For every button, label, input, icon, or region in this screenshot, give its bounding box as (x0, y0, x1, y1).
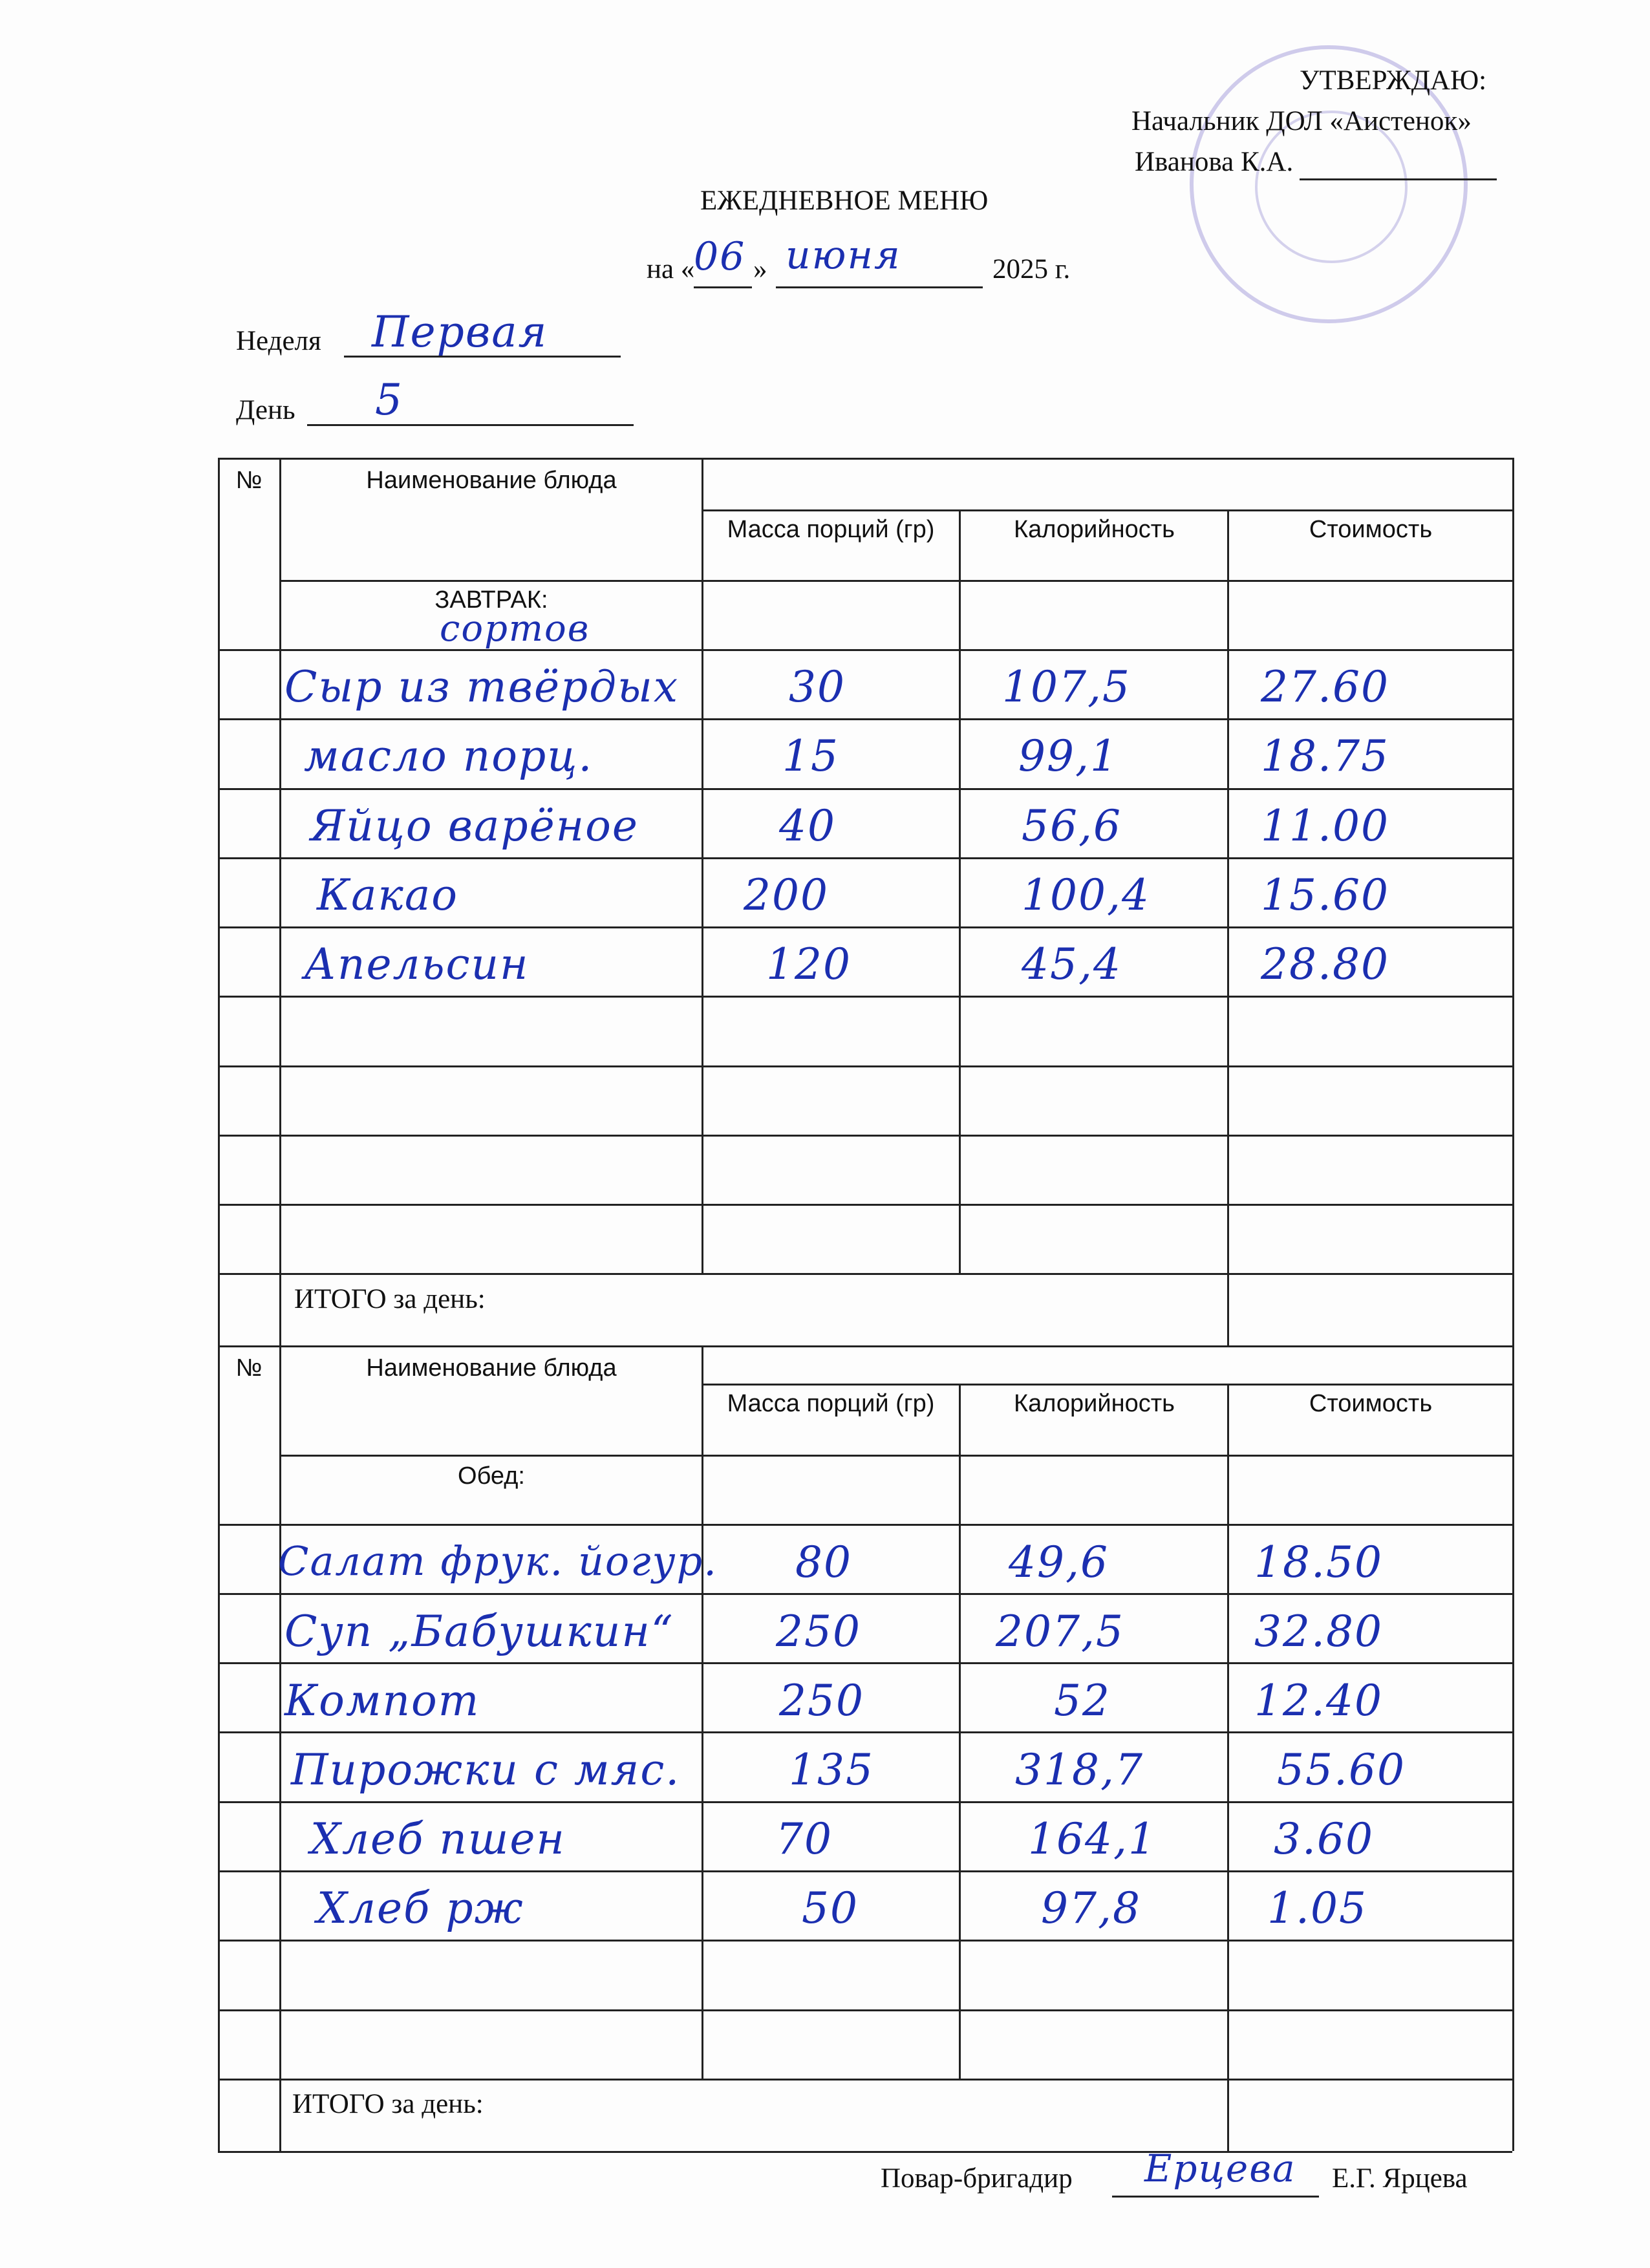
breakfast-col-mass: Масса порций (гр) (727, 516, 935, 543)
lunch-col-num: № (235, 1354, 262, 1382)
breakfast-row-3-mass: 40 (779, 801, 836, 851)
breakfast-row-note: сортов (440, 608, 590, 650)
lunch-row-1-cost: 18.50 (1254, 1537, 1383, 1587)
day-line (307, 424, 634, 426)
lunch-row-5-mass: 70 (776, 1814, 833, 1864)
breakfast-col-name: Наименование блюда (366, 467, 617, 494)
footer-signature: Ерцева (1144, 2146, 1296, 2190)
breakfast-row-3-cost: 11.00 (1261, 801, 1389, 851)
head-title: Начальник ДОЛ «Аистенок» (1131, 106, 1472, 136)
lunch-row-4-cost: 55.60 (1277, 1745, 1406, 1795)
lunch-row-3-name: Компот (284, 1676, 480, 1726)
breakfast-row-1-mass: 30 (789, 662, 846, 712)
approve-label: УТВЕРЖДАЮ: (1300, 65, 1487, 96)
head-signature-line (1300, 178, 1497, 180)
lunch-col-cal: Калорийность (1014, 1390, 1175, 1417)
breakfast-col-num: № (235, 467, 262, 494)
lunch-row-4-cal: 318,7 (1015, 1745, 1144, 1795)
lunch-row-4-mass: 135 (789, 1745, 874, 1795)
date-prefix: на « (647, 254, 695, 284)
breakfast-section: ЗАВТРАК: (434, 586, 548, 614)
breakfast-col-cost: Стоимость (1309, 516, 1433, 543)
breakfast-row-5-name: Апельсин (304, 939, 530, 989)
breakfast-row-4-cal: 100,4 (1022, 870, 1150, 920)
lunch-col-name: Наименование блюда (366, 1354, 617, 1382)
breakfast-row-3-name: Яйцо варёное (310, 801, 639, 851)
lunch-row-5-cost: 3.60 (1274, 1814, 1374, 1864)
breakfast-row-2-cost: 18.75 (1261, 731, 1389, 781)
breakfast-row-5-cost: 28.80 (1261, 939, 1389, 989)
lunch-row-3-cal: 52 (1054, 1676, 1111, 1726)
breakfast-row-3-cal: 56,6 (1022, 801, 1122, 851)
date-year: 2025 г. (992, 254, 1071, 284)
footer-name: Е.Г. Ярцева (1332, 2163, 1468, 2194)
day-label: День (236, 395, 295, 425)
breakfast-row-1-cost: 27.60 (1261, 662, 1389, 712)
week-line (344, 356, 621, 358)
lunch-row-1-cal: 49,6 (1009, 1537, 1109, 1587)
date-day-line (694, 286, 752, 288)
breakfast-row-5-cal: 45,4 (1022, 939, 1122, 989)
lunch-section: Обед: (458, 1462, 525, 1490)
lunch-row-6-mass: 50 (802, 1883, 859, 1933)
lunch-row-6-cal: 97,8 (1041, 1883, 1141, 1933)
breakfast-row-1-cal: 107,5 (1002, 662, 1131, 712)
week-value: Первая (372, 307, 548, 357)
lunch-row-6-cost: 1.05 (1267, 1883, 1367, 1933)
lunch-row-2-cost: 32.80 (1254, 1607, 1383, 1656)
lunch-row-3-cost: 12.40 (1254, 1676, 1383, 1726)
footer-signature-line (1112, 2196, 1319, 2198)
date-day: 06 (694, 234, 746, 279)
breakfast-total: ИТОГО за день: (294, 1284, 486, 1314)
breakfast-row-5-mass: 120 (766, 939, 852, 989)
date-month-line (776, 286, 983, 288)
lunch-row-2-name: Суп „Бабушкин“ (284, 1607, 674, 1656)
lunch-row-5-name: Хлеб пшен (310, 1814, 566, 1864)
page-title: ЕЖЕДНЕВНОЕ МЕНЮ (700, 186, 989, 216)
lunch-row-5-cal: 164,1 (1028, 1814, 1157, 1864)
breakfast-row-4-name: Какао (317, 870, 458, 920)
breakfast-row-4-mass: 200 (744, 870, 829, 920)
lunch-col-mass: Масса порций (гр) (727, 1390, 935, 1417)
lunch-row-4-name: Пирожки с мяс. (291, 1745, 681, 1795)
week-label: Неделя (236, 326, 321, 356)
head-name: Иванова К.А. (1135, 147, 1294, 177)
footer-label: Повар-бригадир (881, 2163, 1073, 2194)
lunch-row-6-name: Хлеб рж (317, 1883, 524, 1933)
breakfast-row-2-cal: 99,1 (1018, 731, 1119, 781)
lunch-total: ИТОГО за день: (292, 2089, 484, 2119)
breakfast-row-2-mass: 15 (782, 731, 839, 781)
lunch-row-2-mass: 250 (776, 1607, 861, 1656)
date-quote-close: » (753, 254, 767, 284)
lunch-row-1-mass: 80 (795, 1537, 852, 1587)
lunch-col-cost: Стоимость (1309, 1390, 1433, 1417)
day-value: 5 (375, 375, 403, 425)
lunch-row-1-name: Салат фрук. йогур. (278, 1537, 718, 1585)
lunch-row-2-cal: 207,5 (996, 1607, 1124, 1656)
breakfast-row-1-name: Сыр из твёрдых (284, 662, 680, 712)
date-month: июня (786, 233, 901, 278)
breakfast-row-4-cost: 15.60 (1261, 870, 1389, 920)
breakfast-row-2-name: масло порц. (304, 731, 594, 781)
breakfast-col-cal: Калорийность (1014, 516, 1175, 543)
lunch-row-3-mass: 250 (779, 1676, 864, 1726)
